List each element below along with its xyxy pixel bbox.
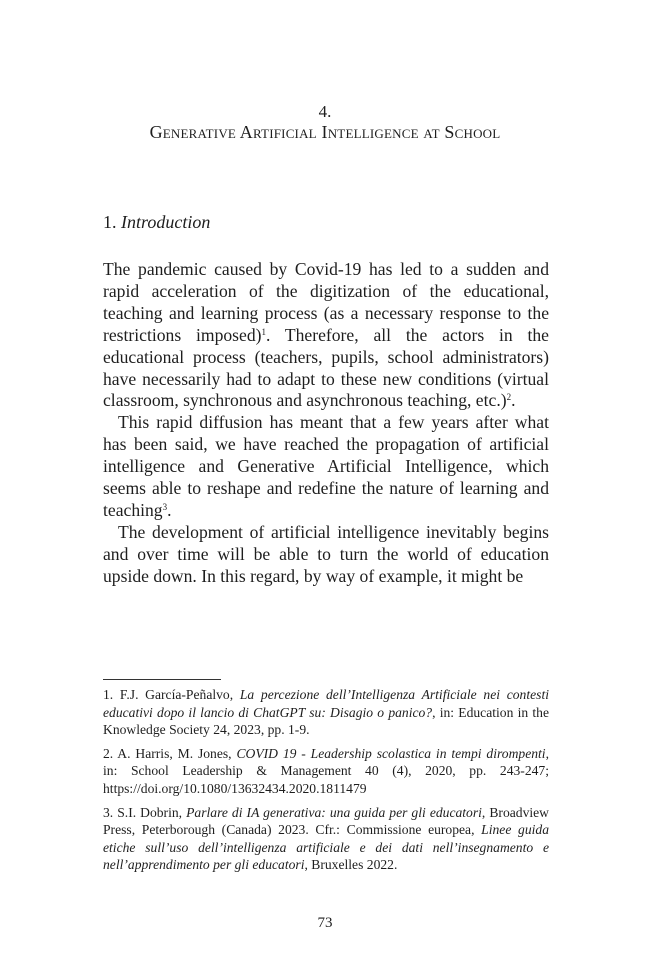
footnote-3-source: , Bruxelles 2022. xyxy=(304,857,398,873)
footnote-ref-3[interactable]: 3 xyxy=(162,501,168,512)
paragraph-3: The development of artificial intelligence inevitably begins and over time will be able to turn the world of education upside down. In this regard, by way of example, it might be xyxy=(103,521,549,586)
footnote-2-title: COVID 19 - Leadership scolastica in tempi dirompenti xyxy=(236,745,546,761)
paragraph-1-text-a: The pandemic caused by Covid-19 has led to a sudden and rapid acceleration of the digitization of the educational, teaching and learning process (as a necessary response to the restrictions imposed) xyxy=(103,259,549,345)
paragraph-1-text-b: . Therefore, all the actors in the educational process (teachers, pupils, school administrators) have necessarily had to adapt to these new conditions (virtual classroom, synchronous and asynchronous teaching, etc.) xyxy=(103,324,549,411)
footnote-2-author: 2. A. Harris, M. Jones, xyxy=(103,745,237,761)
chapter-number: 4. xyxy=(318,102,332,121)
footnote-3-title: Parlare di IA generativa: una guida per gli educatori xyxy=(186,804,482,820)
chapter-title: Generative Artificial Intelligence at School xyxy=(149,122,501,142)
paragraph-2-text-b: . xyxy=(167,499,172,520)
section-heading xyxy=(103,212,210,233)
footnote-1-author: 1. F.J. García-Peñalvo, xyxy=(103,687,240,702)
paragraph-2 xyxy=(103,412,549,522)
paragraph-1-text-c: . xyxy=(511,390,516,411)
section-number: 1. xyxy=(103,212,117,232)
footnote-1-title: La percezione dell’Intelligenza Artificiale nei contesti educativi dopo il lancio di ChatGPT su: Disagio o panico? xyxy=(103,687,550,720)
footnote-3-title-2: Linee guida etiche sull’uso dell’intelligenza artificiale e dei dati nell’insegnamento e nell’apprendimento per gli educatori xyxy=(103,822,549,873)
footnote-3 xyxy=(103,804,549,874)
section-title: Introduction xyxy=(121,212,211,232)
footnote-2 xyxy=(103,745,549,798)
footnote-2-source: , in: School Leadership & Management 40 (4), 2020, pp. 243-247; https://doi.org/10.1080/13632434.2020.1811479 xyxy=(103,745,549,796)
paragraph-2-text-a: This rapid diffusion has meant that a few years after what has been said, we have reached the propagation of artificial intelligence and Generative Artificial Intelligence, which seems able to reshape and redefine the nature of learning and teaching xyxy=(103,412,549,520)
footnote-3-author: 3. S.I. Dobrin, xyxy=(103,804,187,820)
paragraph-1 xyxy=(103,259,549,412)
footnote-1 xyxy=(103,686,549,739)
footnote-3-publisher: , Broadview Press, Peterborough (Canada) 2023. Cfr.: Commissione europea, xyxy=(103,804,550,838)
footnotes xyxy=(103,686,549,880)
body-text xyxy=(103,259,549,588)
footnote-1-source: , in: Education in the Knowledge Society 24, 2023, pp. 1-9. xyxy=(103,704,549,738)
page-number: 73 xyxy=(317,915,333,931)
footnote-divider xyxy=(103,679,221,680)
footnote-ref-2[interactable]: 2 xyxy=(506,392,512,403)
footnote-ref-1[interactable]: 1 xyxy=(261,326,266,337)
